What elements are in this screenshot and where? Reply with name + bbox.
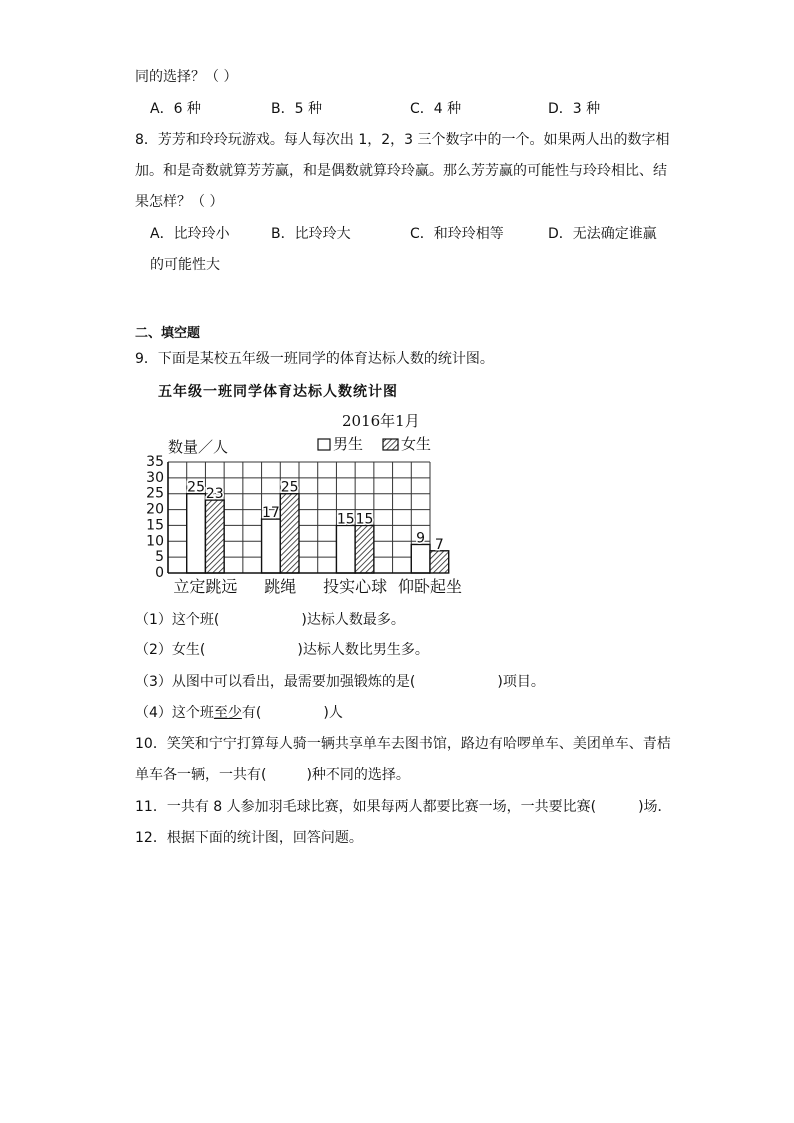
chart-subtitle: 2016年1月 [342,412,420,430]
q9-sub4-underlined: 至少 [213,705,242,721]
bar-girls [205,500,224,573]
bar-label-girls: 23 [205,486,224,503]
q9-sub2-pre: （2）女生( [135,642,206,658]
y-tick-label: 0 [155,565,164,581]
q9-stem: 9．下面是某校五年级一班同学的体育达标人数的统计图。 [135,351,494,367]
q9-sub1 [135,609,405,629]
y-tick-label: 20 [146,501,164,518]
q8-option-a[interactable]: A．比玲玲小 [150,226,230,242]
q8-stem-line2: 加。和是奇数就算芳芳赢，和是偶数就算玲玲赢。那么芳芳赢的可能性与玲玲相比、结 [135,163,667,179]
q9-sub1-pre: （1）这个班( [135,612,220,628]
q10-pre: 单车各一辆，一共有( [135,767,267,783]
q9-sub3-pre: （3）从图中可以看出，最需要加强锻炼的是( [135,674,416,690]
x-category-label: 立定跳远 [173,577,238,596]
bar-label-girls: 15 [355,511,374,528]
chart-title: 五年级一班同学体育达标人数统计图 [158,384,398,400]
q11-pre: 11．一共有 8 人参加羽毛球比赛，如果每两人都要比赛一场，一共要比赛( [135,799,597,815]
q9-sub3-post: )项目。 [497,674,545,690]
q9-sub4 [135,702,343,722]
legend-label-boys: 男生 [333,435,364,453]
q10-stem-line2 [135,764,410,784]
q9-sub2-post: )达标人数比男生多。 [297,642,429,658]
y-tick-label: 25 [146,485,164,502]
y-tick-label: 15 [146,517,164,534]
bar-label-boys: 9 [416,530,426,547]
q8-option-d-continuation: 的可能性大 [150,257,220,273]
q9-sub4-mid: 有( [241,705,262,721]
bar-chart [140,430,463,600]
q11-post: )场． [638,799,672,815]
q8-stem-line1: 8．芳芳和玲玲玩游戏。每人每次出 1，2，3 三个数字中的一个。如果两人出的数字相 [135,132,670,148]
q9-sub4-pre: （4）这个班 [135,705,214,721]
q11-stem [135,796,672,816]
y-tick-label: 30 [146,469,164,486]
bar-label-girls: 7 [434,536,444,553]
bar-label-boys: 25 [187,479,205,496]
y-tick-label: 5 [155,549,164,566]
q8-option-d[interactable]: D．无法确定谁赢 [548,226,657,242]
q7-option-d[interactable]: D．3 种 [548,101,601,117]
bar-boys [262,519,281,573]
legend-swatch-boys [318,439,330,450]
bar-boys [411,544,430,573]
q7-option-b[interactable]: B．5 种 [271,101,322,117]
bar-label-boys: 15 [336,511,355,528]
q9-sub1-post: )达标人数最多。 [301,612,405,628]
bar-girls [430,551,449,573]
y-axis-label: 数量／人 [168,438,229,456]
y-tick-label: 35 [146,454,164,470]
x-category-label: 跳绳 [264,577,297,596]
bar-boys [187,494,206,573]
bar-boys [336,525,355,573]
q9-sub3 [135,671,545,691]
q8-option-b[interactable]: B．比玲玲大 [271,226,351,242]
q9-sub2 [135,639,429,659]
q8-stem-line3: 果怎样？（ ） [135,194,224,210]
q10-stem-line1: 10．笑笑和宁宁打算每人骑一辆共享单车去图书馆，路边有哈啰单车、美团单车、青桔 [135,736,671,752]
y-tick-label: 10 [146,533,164,550]
bar-label-girls: 25 [280,479,299,496]
x-category-label: 投实心球 [323,577,388,596]
q9-sub4-post: )人 [323,705,343,721]
q7-option-c[interactable]: C．4 种 [410,101,462,117]
q10-post: )种不同的选择。 [306,767,410,783]
bar-girls [280,494,299,573]
x-category-label: 仰卧起坐 [397,577,463,596]
q7-option-a[interactable]: A．6 种 [150,101,201,117]
q7-stem-tail: 同的选择？（ ） [135,69,238,85]
bar-label-boys: 17 [262,505,280,522]
q12-stem: 12．根据下面的统计图，回答问题。 [135,830,363,846]
bar-girls [355,525,374,573]
legend-swatch-girls [383,439,398,450]
q8-option-c[interactable]: C．和玲玲相等 [410,226,504,242]
section-title-fill-in: 二、填空题 [135,326,201,341]
legend-label-girls: 女生 [401,435,432,453]
